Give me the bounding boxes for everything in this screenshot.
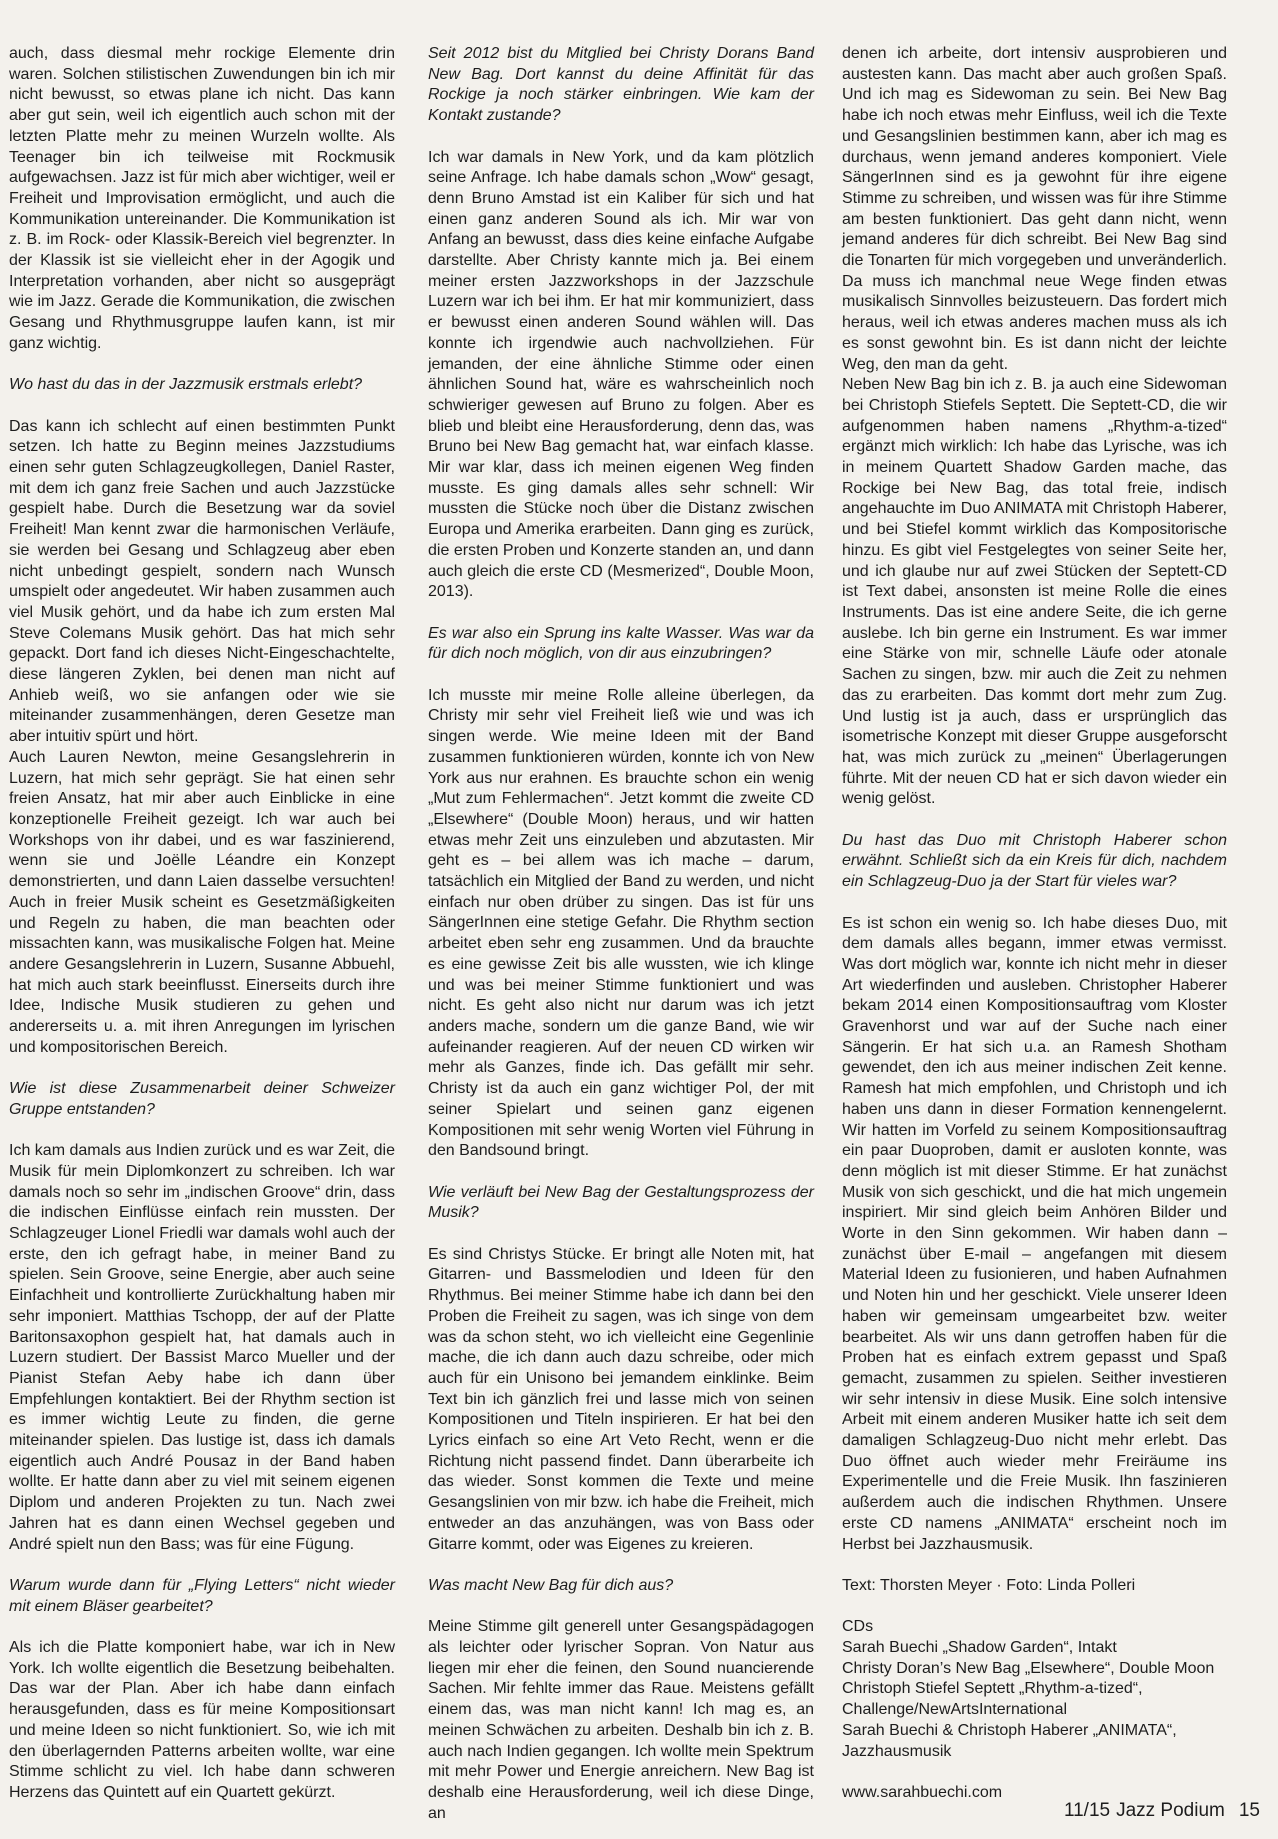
paragraph-gap <box>428 1162 814 1183</box>
cd-list-line: Sarah Buechi & Christoph Haberer „ANIMATA“, <box>842 1721 1177 1739</box>
text-column-2 <box>428 44 814 1824</box>
interview-question: Seit 2012 bist du Mitglied bei Christy Dorans Band New Bag. Dort kannst du deine Affinität für das Rockige ja noch stärker einbringen. Wie kam der Kontakt zustande? <box>428 45 814 125</box>
interview-question: Wo hast du das in der Jazzmusik erstmals erlebt? <box>9 376 363 394</box>
body-paragraph: Es ist schon ein wenig so. Ich habe dieses Duo, mit dem damals alles begann, immer etwas vermisst. Was dort möglich war, konnte ich nicht mehr in dieser Art wiederfinden und ausleben. Christopher Haberer bekam 2014 einen Kompositionsauftrag vom Kloster Gravenhorst und war auf der Suche nach einer Sängerin. Er hat sich u.a. an Ramesh Shotham gewendet, den ich aus meiner indischen Zeit kenne. Ramesh hat mich empfohlen, und Christoph und ich haben uns dann in dieser Formation kennengelernt. Wir hatten im Vorfeld zu seinem Kompositionsauftrag ein paar Duoproben, damit er ausloten konnte, was denn möglich ist mit dieser Stimme. Er hat zunächst Musik von sich geschickt, und die hat mich ungemein inspiriert. Mir sind gleich beim Anhören Bilder und Worte in den Sinn gekommen. Wir haben dann – zunächst über E-mail – angefangen mit diesem Material Ideen zu fusionieren, und haben Aufnahmen und Noten hin und her geschickt. Viele unserer Ideen haben wir gemeinsam umgearbeitet bzw. weiter bearbeitet. Als wir uns dann getroffen haben für die Proben hat es einfach extrem gepasst und Spaß gemacht, zusammen zu spielen. Seither investieren wir sehr intensiv in diese Musik. Eine solch intensive Arbeit mit einem anderen Musiker hatte ich seit dem damaligen Schlagzeug-Duo nicht mehr erlebt. Das Duo öffnet auch wieder mehr Freiräume ins Experimentelle und die Freie Musik. Ihn faszinieren außerdem auch die indischen Rhythmen. Unsere erste CD namens „ANIMATA“ erscheint noch im Herbst bei Jazzhausmusik. <box>842 914 1227 1553</box>
paragraph-gap <box>428 1224 814 1245</box>
page-number: 15 <box>1238 1800 1260 1821</box>
interview-question: Was macht New Bag für dich aus? <box>428 1576 674 1594</box>
body-paragraph: Das kann ich schlecht auf einen bestimmten Punkt setzen. Ich hatte zu Beginn meines Jazzstudiums einen sehr guten Schlagzeugkollegen, Daniel Raster, mit dem ich ganz freie Sachen und auch Jazzstücke gespielt habe. Durch die Besetzung war da soviel Freiheit! Man kennt zwar die harmonischen Verläufe, sie werden bei Gesang und Schlagzeug aber eben nicht unbedingt gespielt, sondern nach Wunsch umspielt oder angedeutet. Wir haben zusammen auch viel Musik gehört, und da habe ich zum ersten Mal Steve Colemans Musik gehört. Das hat mich sehr gepackt. Dort fand ich dieses Nicht-Eingeschachtelte, diese längeren Zyklen, bei denen man nicht auf Anhieb weiß, wo sie anfangen oder wie sie miteinander zusammenhängen, deren Gesetze man aber intuitiv spürt und hört. <box>9 417 395 746</box>
body-paragraph: Ich kam damals aus Indien zurück und es war Zeit, die Musik für mein Diplomkonzert zu schreiben. Ich war damals noch so sehr im „indischen Groove“ drin, dass die indischen Einflüsse einfach rein mussten. Der Schlagzeuger Lionel Friedli war damals wohl auch der erste, den ich gefragt habe, in meiner Band zu spielen. Sein Groove, seine Energie, aber auch seine Einfachheit und kontrollierte Zurückhaltung haben mir sehr imponiert. Matthias Tschopp, der auf der Platte Baritonsaxophon gespielt hat, hat damals auch in Luzern studiert. Der Bassist Marco Mueller und der Pianist Stefan Aeby habe ich dann über Empfehlungen kontaktiert. Bei der Rhythm section ist es immer wichtig Leute zu finden, die gerne miteinander spielen. Das lustige ist, dass ich damals eigentlich auch André Pousaz in der Band haben wollte. Er hatte dann aber zu viel mit seinem eigenen Diplom und anderen Projekten zu tun. Nach zwei Jahren hat es dann einen Wechsel gegeben und André spielt nun den Bass; was für eine Fügung. <box>9 1142 395 1553</box>
body-paragraph: Auch Lauren Newton, meine Gesangslehrerin in Luzern, hat mich sehr geprägt. Sie hat einen sehr freien Ansatz, hat mir aber auch Einblicke in eine konzeptionelle Freiheit gezeigt. Ich war auch bei Workshops von ihr dabei, und es war faszinierend, wenn sie und Joëlle Léandre ein Konzept demonstrierten, und dann Laien dasselbe versuchten! Auch in freier Musik scheint es Gesetzmäßigkeiten und Regeln zu haben, die man beachten oder missachten kann, was musikalische Folgen hat. Meine andere Gesangslehrerin in Luzern, Susanne Abbuehl, hat mich auch stark beeinflusst. Einerseits durch ihre Idee, Indische Musik studieren zu gehen und andererseits u. a. mit ihren Anregungen im lyrischen und kompositorischen Bereich. <box>9 748 395 1056</box>
body-paragraph: Als ich die Platte komponiert habe, war ich in New York. Ich wollte eigentlich die Besetzung beibehalten. Das war der Plan. Aber ich habe dann einfach herausgefunden, dass es für meine Kompositionsart und meine Ideen so nicht funktioniert. So, wie ich mit den überlagernden Patterns arbeiten wollte, war eine Stimme schlicht zu viel. Ich habe dann schweren Herzens das Quintett auf ein Quartett gekürzt. <box>9 1639 395 1801</box>
magazine-name: Jazz Podium <box>1116 1800 1225 1821</box>
paragraph-gap <box>842 1762 1227 1783</box>
cd-list-line: Jazzhausmusik <box>842 1742 952 1760</box>
interview-question: Wie ist diese Zusammenarbeit deiner Schweizer Gruppe entstanden? <box>9 1080 395 1118</box>
website-credit: www.sarahbuechi.com <box>842 1783 1003 1801</box>
paragraph-gap <box>428 1597 814 1618</box>
author-credit: Text: Thorsten Meyer · Foto: Linda Polleri <box>842 1576 1136 1594</box>
cd-list <box>842 1617 1227 1762</box>
paragraph-gap <box>842 1597 1227 1618</box>
paragraph-gap <box>428 603 814 624</box>
issue-number: 11/15 <box>1063 1800 1111 1821</box>
interview-question: Du hast das Duo mit Christoph Haberer schon erwähnt. Schließt sich da ein Kreis für dich, nachdem ein Schlagzeug-Duo ja der Start für vieles war? <box>842 831 1227 891</box>
body-paragraph: denen ich arbeite, dort intensiv ausprobieren und austesten kann. Das macht aber auch großen Spaß. Und ich mag es Sidewoman zu sein. Bei New Bag habe ich noch etwas mehr Einfluss, weil ich die Texte und Gesangslinien bestimmen kann, aber ich mag es durchaus, wenn jemand anderes komponiert. Viele SängerInnen sind es ja gewohnt für ihre eigene Stimme zu schreiben, und wissen was für ihre Stimme am besten funktioniert. Das geht dann nicht, wenn jemand anderes für dich schreibt. Bei New Bag sind die Tonarten für mich vorgegeben und unveränderlich. Da muss ich manchmal neue Wege finden etwas musikalisch Sinnvolles beizusteuern. Das fordert mich heraus, weil ich etwas anderes machen muss als ich es sonst gewohnt bin. Es ist dann nicht der leichte Weg, den man da geht. <box>842 45 1227 373</box>
paragraph-gap <box>428 1555 814 1576</box>
page-footer <box>1020 1800 1260 1822</box>
interview-question: Wie verläuft bei New Bag der Gestaltungsprozess der Musik? <box>428 1183 814 1222</box>
paragraph-gap <box>842 810 1227 831</box>
body-paragraph: auch, dass diesmal mehr rockige Elemente drin waren. Solchen stilistischen Zuwendungen bin ich mir nicht bewusst, so etwas plane ich nicht. Das kann aber gut sein, weil ich eigentlich auch schon mit der letzten Platte mehr zu meinen Wurzeln wollte. Als Teenager bin ich teilweise mit Rockmusik aufgewachsen. Jazz ist für mich aber wichtiger, weil er Freiheit und Improvisation ermöglicht, und auch die Kommunikation untereinander. Die Kommunikation ist z. B. im Rock- oder Klassik-Bereich viel begrenzter. In der Klassik ist sie vielleicht eher in der Agogik und Interpretation vorhanden, aber nicht so ausgeprägt wie im Jazz. Gerade die Kommunikation, die zwischen Gesang und Rhythmusgruppe laufen kann, ist mir ganz wichtig. <box>9 45 395 352</box>
paragraph-gap <box>9 355 395 376</box>
interview-question: Warum wurde dann für „Flying Letters“ nicht wieder mit einem Bläser gearbeitet? <box>9 1576 395 1615</box>
text-column-3 <box>842 44 1227 1804</box>
paragraph-gap <box>428 127 814 148</box>
paragraph-gap <box>842 1555 1227 1576</box>
cd-list-line: Sarah Buechi „Shadow Garden“, Intakt <box>842 1639 1117 1657</box>
body-paragraph: Ich musste mir meine Rolle alleine überlegen, da Christy mir sehr viel Freiheit ließ wie und was ich singen werde. Wie meine Ideen mit der Band zusammen funktionieren würden, konnte ich von New York aus nur erahnen. Es brauchte schon ein wenig „Mut zum Fehlermachen“. Jetzt kommt die zweite CD „Elsewhere“ (Double Moon) heraus, und wir hatten etwas mehr Zeit uns einzuleben und abzutasten. Mir geht es – bei allem was ich mache – darum, tatsächlich ein Mitglied der Band zu werden, und nicht einfach nur oben drüber zu singen. Das ist für uns SängerInnen eine stetige Gefahr. Die Rhythm section arbeitet eben sehr eng zusammen. Und da brauchte es eine gewisse Zeit bis alle wussten, wie ich klinge und was bei meiner Stimme funktioniert und was nicht. Es geht also nicht nur darum was ich jetzt anders mache, sondern um die ganze Band, wie wir aufeinander reagieren. Auf der neuen CD wirken wir mehr als Ganzes, finde ich. Das gefällt mir sehr. Christy ist da auch ein ganz wichtiger Pol, der mit seiner Spielart und seinen ganz eigenen Kompositionen mit sehr wenig Worten viel Führung in den Bandsound bringt. <box>428 686 814 1160</box>
cd-list-line: Christoph Stiefel Septett „Rhythm-a-tized“, <box>842 1680 1143 1698</box>
paragraph-gap <box>9 1617 395 1638</box>
paragraph-gap <box>9 1058 395 1079</box>
paragraph-gap <box>9 396 395 417</box>
paragraph-gap <box>428 665 814 686</box>
cd-list-line: CDs <box>842 1618 874 1636</box>
paragraph-gap <box>9 1121 395 1142</box>
body-paragraph: Ich war damals in New York, und da kam plötzlich seine Anfrage. Ich habe damals schon „Wow“ gesagt, denn Bruno Amstad ist ein Kaliber für sich und hat einen ganz anderen Sound als ich. Mir war von Anfang an bewusst, dass dies keine einfache Aufgabe darstellte. Aber Christy kannte mich ja. Bei einem meiner ersten Jazzworkshops in der Jazzschule Luzern war ich bei ihm. Er hat mir kommuniziert, dass er bewusst einen anderen Sound wählen will. Das konnte ich irgendwie auch nachvollziehen. Für jemanden, der eine ähnliche Stimme oder einen ähnlichen Sound hat, wäre es wahrscheinlich noch schwieriger gewesen auf Bruno zu folgen. Aber es blieb und bleibt eine Herausforderung, denn das, was Bruno bei New Bag gemacht hat, war einfach klasse. Mir war klar, dass ich meinen eigenen Weg finden musste. Es ging damals alles sehr schnell: Wir mussten die Stücke noch über die Distanz zwischen Europa und Amerika erarbeiten. Dann ging es zurück, die ersten Proben und Konzerte standen an, und dann auch gleich die erste CD (Mesmerized“, Double Moon, 2013). <box>428 148 814 601</box>
body-paragraph: Meine Stimme gilt generell unter Gesangspädagogen als leichter oder lyrischer Sopran. Von Natur aus liegen mir eher die feinen, den Sound nuancierende Sachen. Mir fehlte immer das Raue. Meistens gefällt einem das, was man nicht kann! Ich mag es, an meinen Schwächen zu arbeiten. Deshalb bin ich z. B. auch nach Indien gegangen. Ich wollte mein Spektrum mit mehr Power und Energie anreichern. New Bag ist deshalb eine Herausforderung, weil ich diese Dinge, an <box>428 1618 814 1822</box>
body-paragraph: Neben New Bag bin ich z. B. ja auch eine Sidewoman bei Christoph Stiefels Septett. Die Septett-CD, die wir aufgenommen haben namens „Rhythm-a-tized“ ergänzt mich wirklich: Ich habe das Lyrische, was ich in meinem Quartett Shadow Garden mache, das Rockige bei New Bag, das total freie, indisch angehauchte im Duo ANIMATA mit Christoph Haberer, und bei Stiefel kommt wirklich das Kompositorische hinzu. Es gibt viel Festgelegtes von seiner Seite her, und ich glaube nur auf zwei Stücken der Septett-CD ist Text dabei, ansonsten ist meine Rolle die eines Instruments. Das ist eine andere Seite, die ich gerne auslebe. Ich bin gerne ein Instrument. Es war immer eine Stärke von mir, schnelle Läufe oder atonale Sachen zu singen, bzw. mir auch die Zeit zu nehmen das zu erarbeiten. Das kommt dort mehr zum Zug. Und lustig ist ja auch, dass er ursprünglich das isometrische Konzept mit dieser Gruppe ausgeforscht hat, was mich zurück zu „meinen“ Überlagerungen führte. Mit der neuen CD hat er sich davon wieder ein wenig gelöst. <box>842 376 1227 808</box>
interview-question: Es war also ein Sprung ins kalte Wasser. Was war da für dich noch möglich, von dir aus einzubringen? <box>428 624 814 663</box>
paragraph-gap <box>842 893 1227 914</box>
cd-list-line: Challenge/NewArtsInternational <box>842 1701 1068 1719</box>
paragraph-gap <box>9 1555 395 1576</box>
body-paragraph: Es sind Christys Stücke. Er bringt alle Noten mit, hat Gitarren- und Bassmelodien und Ideen für den Rhythmus. Bei meiner Stimme habe ich dann bei den Proben die Freiheit zu sagen, was ich singe von dem was da schon steht, wo ich vielleicht eine Gegenlinie mache, die ich dann auch dazu schreibe, oder mich auch für ein Unisono bei jemandem einklinke. Beim Text bin ich gänzlich frei und lasse mich von seinen Kompositionen und Titeln inspirieren. Er hat bei den Lyrics einfach so eine Art Veto Recht, wenn er die Richtung nicht passend findet. Dann überarbeite ich das wieder. Sonst kommen die Texte und meine Gesangslinien von mir bzw. ich habe die Freiheit, mich entweder an das anzuhängen, was von Bass oder Gitarre kommt, oder was Eigenes zu kreieren. <box>428 1245 814 1553</box>
cd-list-line: Christy Doran’s New Bag „Elsewhere“, Double Moon <box>842 1659 1215 1677</box>
text-column-1 <box>9 44 395 1804</box>
